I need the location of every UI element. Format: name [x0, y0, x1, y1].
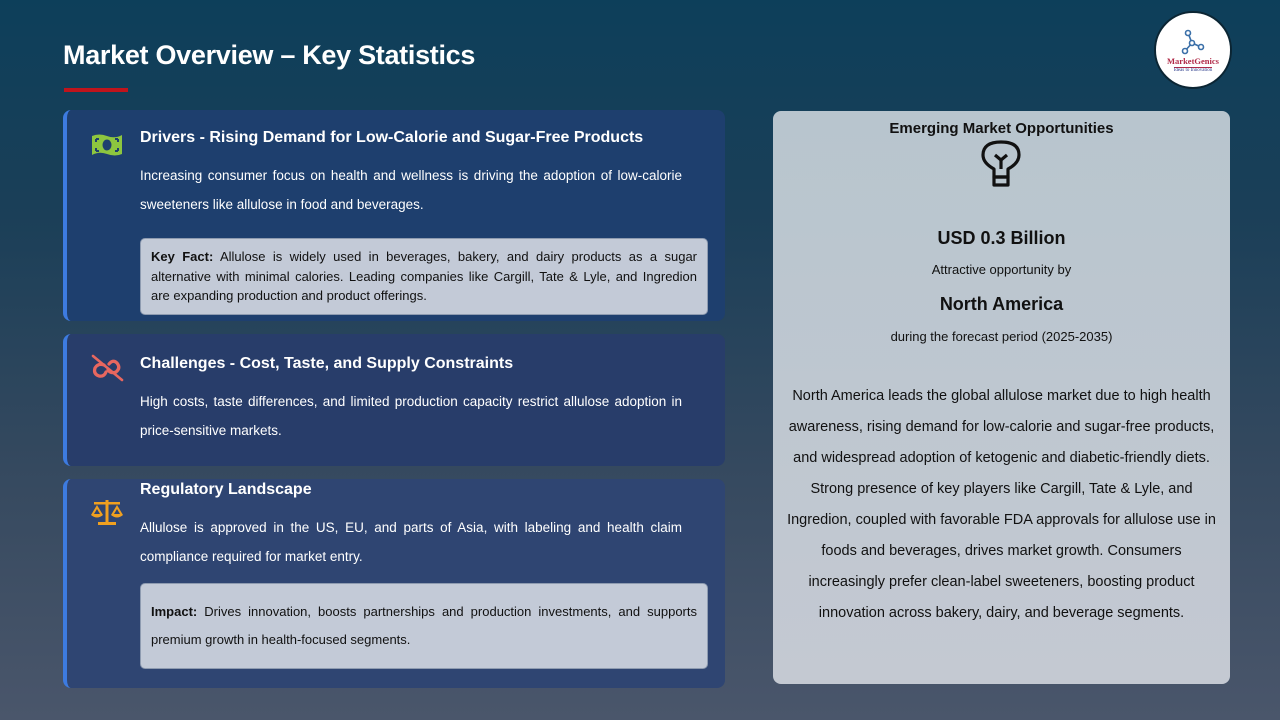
page-title: Market Overview – Key Statistics: [63, 40, 476, 70]
drivers-card: [63, 110, 725, 321]
opportunity-period: during the forecast period (2025-2035): [890, 329, 1113, 344]
impact-label: Impact:: [151, 604, 198, 619]
opportunity-region: North America: [939, 294, 1064, 314]
impact-text: Drives innovation, boosts partnerships and production investments, and supports premium growth in health-focused segments.: [151, 604, 697, 647]
challenges-title: Challenges - Cost, Taste, and Supply Constraints: [140, 355, 514, 372]
scales-icon: [89, 497, 125, 527]
key-fact-text: Allulose is widely used in beverages, bakery, and dairy products as a sugar alternative with minimal calories. Leading companies like Cargill, Tate & Lyle, and Ingredion are expanding production and product offerings.: [151, 249, 697, 303]
opportunity-title: Emerging Market Opportunities: [889, 120, 1114, 137]
opportunity-description: North America leads the global allulose market due to high health awareness, rising demand for low-calorie and sugar-free products, and widespread adoption of ketogenic and diabetic-friendly diets. Strong presence of key players like Cargill, Tate & Lyle, and Ingredion, coupled with favorable FDA approvals for allulose use in foods and beverages, drives market growth. Consumers increasingly prefer clean-label sweeteners, boosting product innovation across bakery, dairy, and beverage segments.: [787, 388, 1216, 621]
opportunity-value: USD 0.3 Billion: [937, 228, 1066, 248]
broken-link-icon: [89, 353, 125, 383]
title-underline: [64, 88, 128, 92]
regulatory-body: Allulose is approved in the US, EU, and parts of Asia, with labeling and health claim compliance required for market entry.: [140, 520, 682, 564]
challenges-card: [63, 334, 725, 466]
money-bill-icon: [89, 130, 125, 160]
lightbulb-icon: [979, 139, 1023, 193]
company-logo: [1154, 11, 1232, 89]
logo-name: MarketGenics: [1167, 56, 1219, 66]
drivers-title: Drivers - Rising Demand for Low-Calorie and Sugar-Free Products: [140, 129, 644, 146]
logo-tagline: Ideas to Innovation: [1173, 68, 1213, 73]
drivers-body: Increasing consumer focus on health and wellness is driving the adoption of low-calorie sweeteners like allulose in food and beverages.: [140, 168, 682, 212]
impact-box: [140, 583, 708, 669]
opportunity-panel: [773, 111, 1230, 684]
key-fact-label: Key Fact:: [151, 249, 214, 264]
opportunity-by-label: Attractive opportunity by: [931, 262, 1072, 277]
regulatory-title: Regulatory Landscape: [140, 481, 312, 498]
molecule-icon: [1180, 29, 1206, 55]
challenges-body: High costs, taste differences, and limited production capacity restrict allulose adoption in price-sensitive markets.: [140, 394, 682, 438]
regulatory-card: [63, 479, 725, 688]
key-fact-box: [140, 238, 708, 315]
